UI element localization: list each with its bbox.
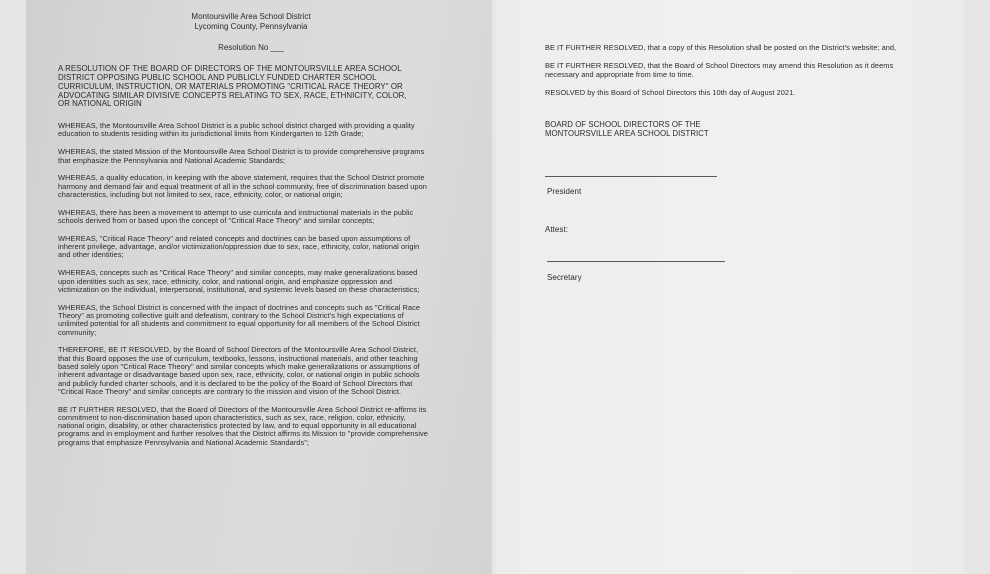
paragraph-whereas-1: WHEREAS, the Montoursville Area School District is a public school district charged with providing a quality education to students residing within its jurisdictional limits from Kindergarten to 12th Grade;: [58, 121, 415, 139]
paragraph-further-resolved: BE IT FURTHER RESOLVED, that the Board of Directors of the Montoursville Area School District re-affirms its commitment to non-discrimination based upon characteristics, such as sex, race, religion, color, ethnicity, national origin, disability, or other characteristics protected by law, and to equal opportunity in all educational programs and in employment and further resolves that the District affirms its Mission to "provide comprehensive programs that emphasize Pennsylvania and National Academic Standards";: [58, 404, 428, 447]
document-page-left: [26, 0, 492, 574]
paragraph-whereas-6: WHEREAS, concepts such as "Critical Race Theory" and similar concepts, may make generalizations based upon identities such as sex, race, ethnicity, color, and national origin, and emphasize oppression and victimization on the individual, interpersonal, institutional, and systemic levels based on these characteristics;: [58, 268, 420, 294]
paragraph-whereas-4: WHEREAS, there has been a movement to attempt to use curricula and instructional materials in the public schools derived from or based upon the concept of "Critical Race Theory" and similar concepts;: [58, 207, 414, 226]
paragraph-posting: BE IT FURTHER RESOLVED, that a copy of this Resolution shall be posted on the District's website; and,: [545, 43, 897, 52]
secretary-signature-line: [547, 261, 725, 262]
resolution-title: A RESOLUTION OF THE BOARD OF DIRECTORS OF THE MONTOURSVILLE AREA SCHOOL DISTRICT OPPOSING PUBLIC SCHOOL AND PUBLICLY FUNDED CHARTER SCHOOL CURRICULUM, INSTRUCTION, OR MATERIALS PROMOTING "CRITICAL RACE THEORY" OR ADVOCATING SIMILAR DIVISIVE CONCEPTS RELATING TO SEX, RACE, ETHNICITY, COLOR, OR NATIONAL ORIGIN: [58, 64, 407, 109]
attest-label: Attest:: [545, 225, 569, 235]
paragraph-whereas-7: WHEREAS, the School District is concerned with the impact of doctrines and concepts such as "Critical Race Theory" as promoting collective guilt and defeatism, contrary to the School District's high expectations of unlimited potential for all students and commitment to equal opportunity for all members of the School District community;: [58, 302, 421, 337]
board-heading-line-2: MONTOURSVILLE AREA SCHOOL DISTRICT: [545, 129, 709, 139]
president-signature-line: [545, 176, 717, 177]
secretary-label: Secretary: [547, 272, 582, 282]
paragraph-whereas-5: WHEREAS, "Critical Race Theory" and related concepts and doctrines can be based upon assumptions of inherent privilege, advantage, and/or victimization/oppression due to sex, race, ethnicity, color, national origin and other identities;: [58, 233, 420, 260]
paragraph-amend: BE IT FURTHER RESOLVED, that the Board of School Directors may amend this Resolution as it deems necessary and appropriate from time to time.: [545, 61, 894, 79]
district-name: Montoursville Area School District: [191, 12, 311, 21]
board-heading: [545, 120, 944, 138]
paragraph-resolved-date: RESOLVED by this Board of School Directors this 10th day of August 2021.: [545, 87, 796, 97]
paragraph-therefore: THEREFORE, BE IT RESOLVED, by the Board of School Directors of the Montoursville Area School District, that this Board opposes the use of curriculum, textbooks, lessons, instructional materials, and other teaching based solely upon "Critical Race Theory" and similar concepts which make generalizations or assumptions of inherent advantage or disadvantage based upon sex, race, ethnicity, color, or national origin in public schools and publicly funded charter schools, and it is declared to be the policy of the Board of School Directors that "Critical Race Theory" and similar concepts are contrary to the mission and vision of the School District.: [58, 345, 420, 396]
paragraph-whereas-3: WHEREAS, a quality education, in keeping with the above statement, requires that the School District promote harmony and demand fair and equal treatment of all in the school community, free of discrimination based upon characteristics, including but not limited to sex, race, ethnicity, color, or national origin;: [58, 173, 427, 199]
paragraph-whereas-2: WHEREAS, the stated Mission of the Montoursville Area School District is to provide comprehensive programs that emphasize the Pennsylvania and National Academic Standards;: [58, 147, 425, 165]
county-name: Lycoming County, Pennsylvania: [194, 21, 308, 31]
president-label: President: [547, 187, 582, 197]
resolution-number: Resolution No ___: [218, 43, 284, 53]
document-page-right: [496, 0, 964, 574]
board-heading-line-1: BOARD OF SCHOOL DIRECTORS OF THE: [545, 120, 701, 130]
